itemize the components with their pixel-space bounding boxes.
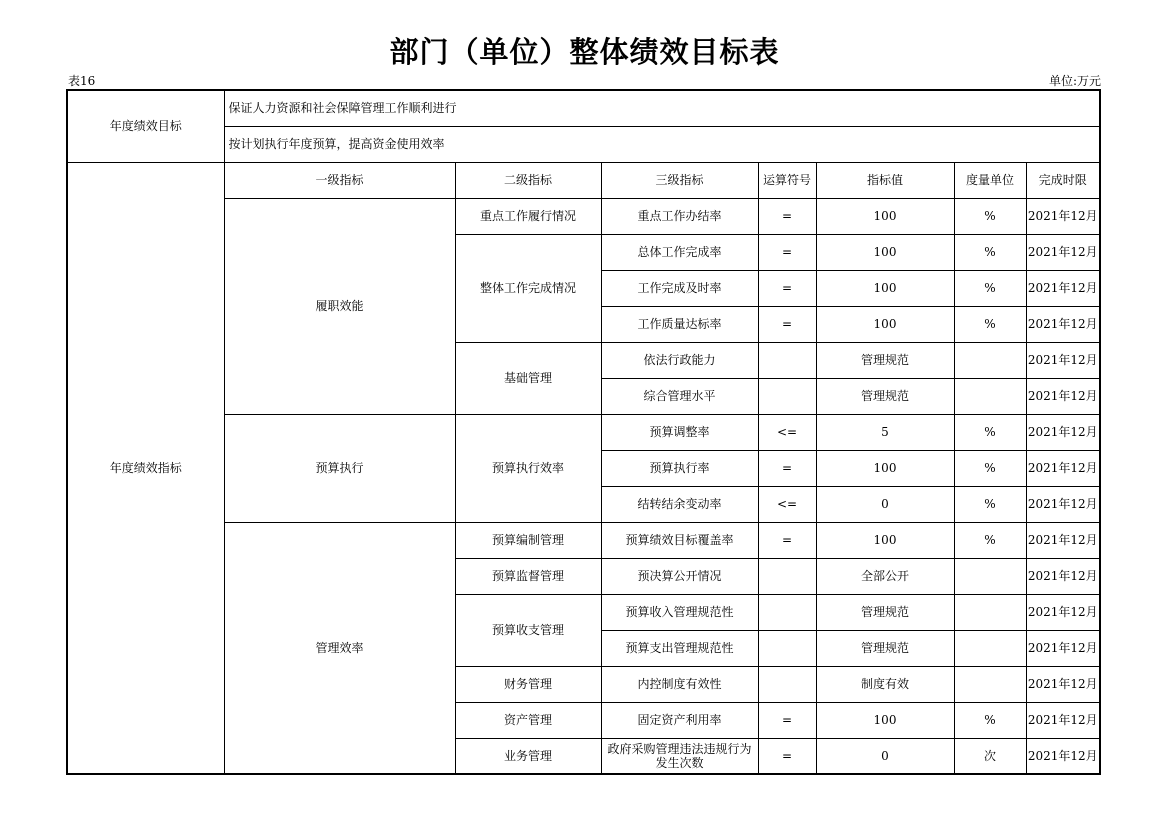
level3-indicator: 综合管理水平 xyxy=(601,378,758,414)
level3-indicator: 重点工作办结率 xyxy=(601,198,758,234)
page-title: 部门（单位）整体绩效目标表 xyxy=(389,35,780,69)
value-cell: 制度有效 xyxy=(816,666,954,702)
operator-cell xyxy=(758,594,816,630)
deadline-cell: 2021年12月 xyxy=(1026,522,1100,558)
unit-cell: % xyxy=(954,522,1026,558)
level2-indicator: 预算收支管理 xyxy=(455,594,601,666)
header-level3: 三级指标 xyxy=(601,162,758,198)
deadline-cell: 2021年12月 xyxy=(1026,270,1100,306)
level3-indicator: 预算支出管理规范性 xyxy=(601,630,758,666)
level3-indicator: 预算收入管理规范性 xyxy=(601,594,758,630)
unit-cell: 次 xyxy=(954,738,1026,774)
header-deadline: 完成时限 xyxy=(1026,162,1100,198)
unit-cell: % xyxy=(954,306,1026,342)
header-unit: 度量单位 xyxy=(954,162,1026,198)
level2-indicator: 整体工作完成情况 xyxy=(455,234,601,342)
level3-indicator: 预决算公开情况 xyxy=(601,558,758,594)
header-value: 指标值 xyxy=(816,162,954,198)
deadline-cell: 2021年12月 xyxy=(1026,738,1100,774)
value-cell: 管理规范 xyxy=(816,630,954,666)
deadline-cell: 2021年12月 xyxy=(1026,486,1100,522)
operator-cell: = xyxy=(758,522,816,558)
unit-cell xyxy=(954,630,1026,666)
operator-cell xyxy=(758,666,816,702)
table-number: 表16 xyxy=(68,74,96,88)
operator-cell xyxy=(758,630,816,666)
operator-cell: = xyxy=(758,270,816,306)
level1-indicator: 管理效率 xyxy=(224,522,455,774)
value-cell: 5 xyxy=(816,414,954,450)
level2-indicator: 预算编制管理 xyxy=(455,522,601,558)
value-cell: 100 xyxy=(816,522,954,558)
value-cell: 管理规范 xyxy=(816,378,954,414)
value-cell: 100 xyxy=(816,270,954,306)
currency-unit: 单位:万元 xyxy=(1048,74,1101,88)
level3-indicator: 总体工作完成率 xyxy=(601,234,758,270)
unit-cell: % xyxy=(954,198,1026,234)
operator-cell: = xyxy=(758,306,816,342)
operator-cell: = xyxy=(758,738,816,774)
level3-indicator: 预算执行率 xyxy=(601,450,758,486)
header-level1: 一级指标 xyxy=(224,162,455,198)
operator-cell: = xyxy=(758,702,816,738)
value-cell: 100 xyxy=(816,234,954,270)
value-cell: 100 xyxy=(816,198,954,234)
unit-cell xyxy=(954,558,1026,594)
value-cell: 0 xyxy=(816,486,954,522)
deadline-cell: 2021年12月 xyxy=(1026,234,1100,270)
deadline-cell: 2021年12月 xyxy=(1026,198,1100,234)
indicators-label: 年度绩效指标 xyxy=(67,162,224,774)
unit-cell: % xyxy=(954,486,1026,522)
goal-line: 保证人力资源和社会保障管理工作顺利进行 xyxy=(224,90,1100,126)
level1-indicator: 履职效能 xyxy=(224,198,455,414)
header-level2: 二级指标 xyxy=(455,162,601,198)
unit-cell xyxy=(954,342,1026,378)
unit-cell: % xyxy=(954,702,1026,738)
deadline-cell: 2021年12月 xyxy=(1026,342,1100,378)
deadline-cell: 2021年12月 xyxy=(1026,378,1100,414)
deadline-cell: 2021年12月 xyxy=(1026,666,1100,702)
operator-cell xyxy=(758,558,816,594)
level3-indicator: 内控制度有效性 xyxy=(601,666,758,702)
level2-indicator: 资产管理 xyxy=(455,702,601,738)
level2-indicator: 重点工作履行情况 xyxy=(455,198,601,234)
goals-label: 年度绩效目标 xyxy=(67,90,224,162)
unit-cell xyxy=(954,594,1026,630)
operator-cell xyxy=(758,378,816,414)
operator-cell: = xyxy=(758,198,816,234)
goal-line: 按计划执行年度预算，提高资金使用效率 xyxy=(224,126,1100,162)
deadline-cell: 2021年12月 xyxy=(1026,306,1100,342)
level2-indicator: 财务管理 xyxy=(455,666,601,702)
deadline-cell: 2021年12月 xyxy=(1026,450,1100,486)
unit-cell: % xyxy=(954,450,1026,486)
unit-cell: % xyxy=(954,234,1026,270)
deadline-cell: 2021年12月 xyxy=(1026,558,1100,594)
value-cell: 全部公开 xyxy=(816,558,954,594)
deadline-cell: 2021年12月 xyxy=(1026,630,1100,666)
level1-indicator: 预算执行 xyxy=(224,414,455,522)
deadline-cell: 2021年12月 xyxy=(1026,414,1100,450)
unit-cell: % xyxy=(954,414,1026,450)
unit-cell: % xyxy=(954,270,1026,306)
level3-indicator: 预算绩效目标覆盖率 xyxy=(601,522,758,558)
value-cell: 100 xyxy=(816,306,954,342)
level2-indicator: 预算执行效率 xyxy=(455,414,601,522)
value-cell: 0 xyxy=(816,738,954,774)
level2-indicator: 基础管理 xyxy=(455,342,601,414)
operator-cell: <= xyxy=(758,486,816,522)
operator-cell xyxy=(758,342,816,378)
deadline-cell: 2021年12月 xyxy=(1026,702,1100,738)
unit-cell xyxy=(954,378,1026,414)
level3-indicator: 工作质量达标率 xyxy=(601,306,758,342)
value-cell: 100 xyxy=(816,702,954,738)
level2-indicator: 业务管理 xyxy=(455,738,601,774)
level2-indicator: 预算监督管理 xyxy=(455,558,601,594)
unit-cell xyxy=(954,666,1026,702)
value-cell: 管理规范 xyxy=(816,342,954,378)
level3-indicator: 预算调整率 xyxy=(601,414,758,450)
operator-cell: = xyxy=(758,450,816,486)
level3-indicator: 政府采购管理违法违规行为发生次数 xyxy=(601,738,758,774)
level3-indicator: 工作完成及时率 xyxy=(601,270,758,306)
operator-cell: <= xyxy=(758,414,816,450)
level3-indicator: 依法行政能力 xyxy=(601,342,758,378)
deadline-cell: 2021年12月 xyxy=(1026,594,1100,630)
performance-table xyxy=(66,89,1101,775)
operator-cell: = xyxy=(758,234,816,270)
value-cell: 管理规范 xyxy=(816,594,954,630)
level3-indicator: 结转结余变动率 xyxy=(601,486,758,522)
level3-indicator: 固定资产利用率 xyxy=(601,702,758,738)
value-cell: 100 xyxy=(816,450,954,486)
header-operator: 运算符号 xyxy=(758,162,816,198)
